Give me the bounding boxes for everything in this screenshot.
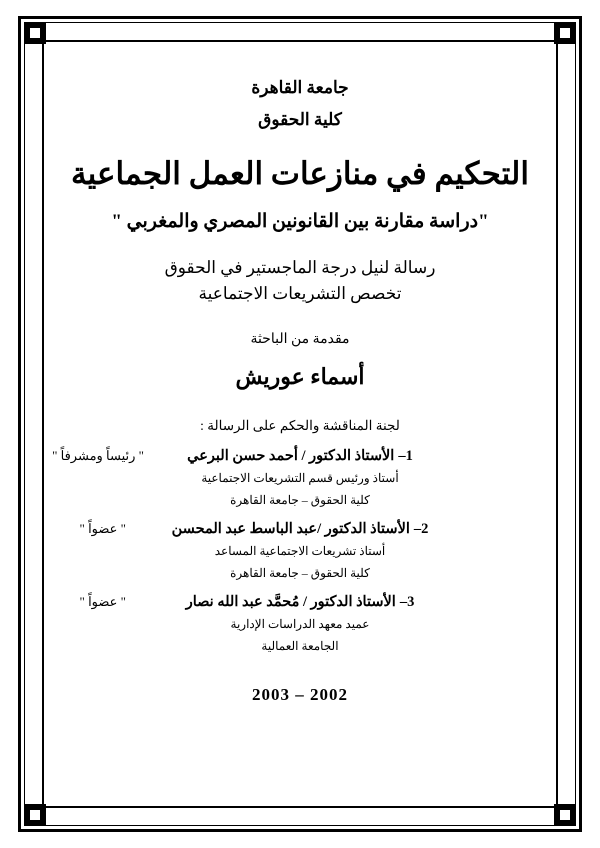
presented-by-label: مقدمة من الباحثة bbox=[250, 332, 350, 348]
committee-member bbox=[56, 521, 544, 582]
committee-member-role: " عضواً " bbox=[79, 521, 126, 537]
committee-member-role: " عضواً " bbox=[79, 594, 126, 610]
committee-member-role: " رئيساً ومشرفاً " bbox=[52, 448, 144, 464]
committee-member-affiliation-2: كلية الحقوق – جامعة القاهرة bbox=[230, 566, 370, 581]
committee-member bbox=[52, 448, 544, 509]
faculty-name: كلية الحقوق bbox=[258, 110, 342, 129]
corner-ornament-bottom-right bbox=[554, 804, 576, 826]
thesis-subtitle: "دراسة مقارنة بين القانونين المصري والمغربي " bbox=[111, 210, 489, 232]
university-name: جامعة القاهرة bbox=[251, 78, 349, 97]
cover-content bbox=[52, 56, 544, 792]
committee-member-index: 3– bbox=[399, 594, 415, 611]
corner-ornament-top-left bbox=[24, 22, 46, 44]
committee-member-name: الأستاذ الدكتور / أحمد حسن البرعي bbox=[187, 448, 395, 465]
committee-member-name: الأستاذ الدكتور / مُحمَّد عبد الله نصار bbox=[185, 594, 396, 611]
committee-heading: لجنة المناقشة والحكم على الرسالة : bbox=[200, 418, 400, 434]
committee-member-affiliation-1: أستاذ تشريعات الاجتماعية المساعد bbox=[214, 544, 386, 559]
committee-member-name: الأستاذ الدكتور /عبد الباسط عبد المحسن bbox=[171, 521, 410, 538]
corner-ornament-bottom-left bbox=[24, 804, 46, 826]
committee-member-affiliation-1: أستاذ ورئيس قسم التشريعات الاجتماعية bbox=[201, 471, 399, 486]
committee-member-index: 2– bbox=[413, 521, 429, 538]
committee-member-affiliation-1: عميد معهد الدراسات الإدارية bbox=[230, 617, 370, 632]
committee-members-list bbox=[52, 448, 544, 655]
corner-ornament-top-right bbox=[554, 22, 576, 44]
committee-member bbox=[56, 594, 544, 655]
author-name: أسماء عوريش bbox=[235, 364, 365, 390]
thesis-title: التحكيم في منازعات العمل الجماعية bbox=[70, 156, 529, 191]
degree-line-2: تخصص التشريعات الاجتماعية bbox=[198, 283, 402, 303]
committee-member-affiliation-2: الجامعة العمالية bbox=[261, 639, 339, 654]
committee-member-affiliation-2: كلية الحقوق – جامعة القاهرة bbox=[230, 493, 370, 508]
committee-member-index: 1– bbox=[398, 448, 413, 465]
degree-line-1: رسالة لنيل درجة الماجستير في الحقوق bbox=[164, 257, 436, 277]
publication-year: 2003 – 2002 bbox=[252, 685, 348, 705]
